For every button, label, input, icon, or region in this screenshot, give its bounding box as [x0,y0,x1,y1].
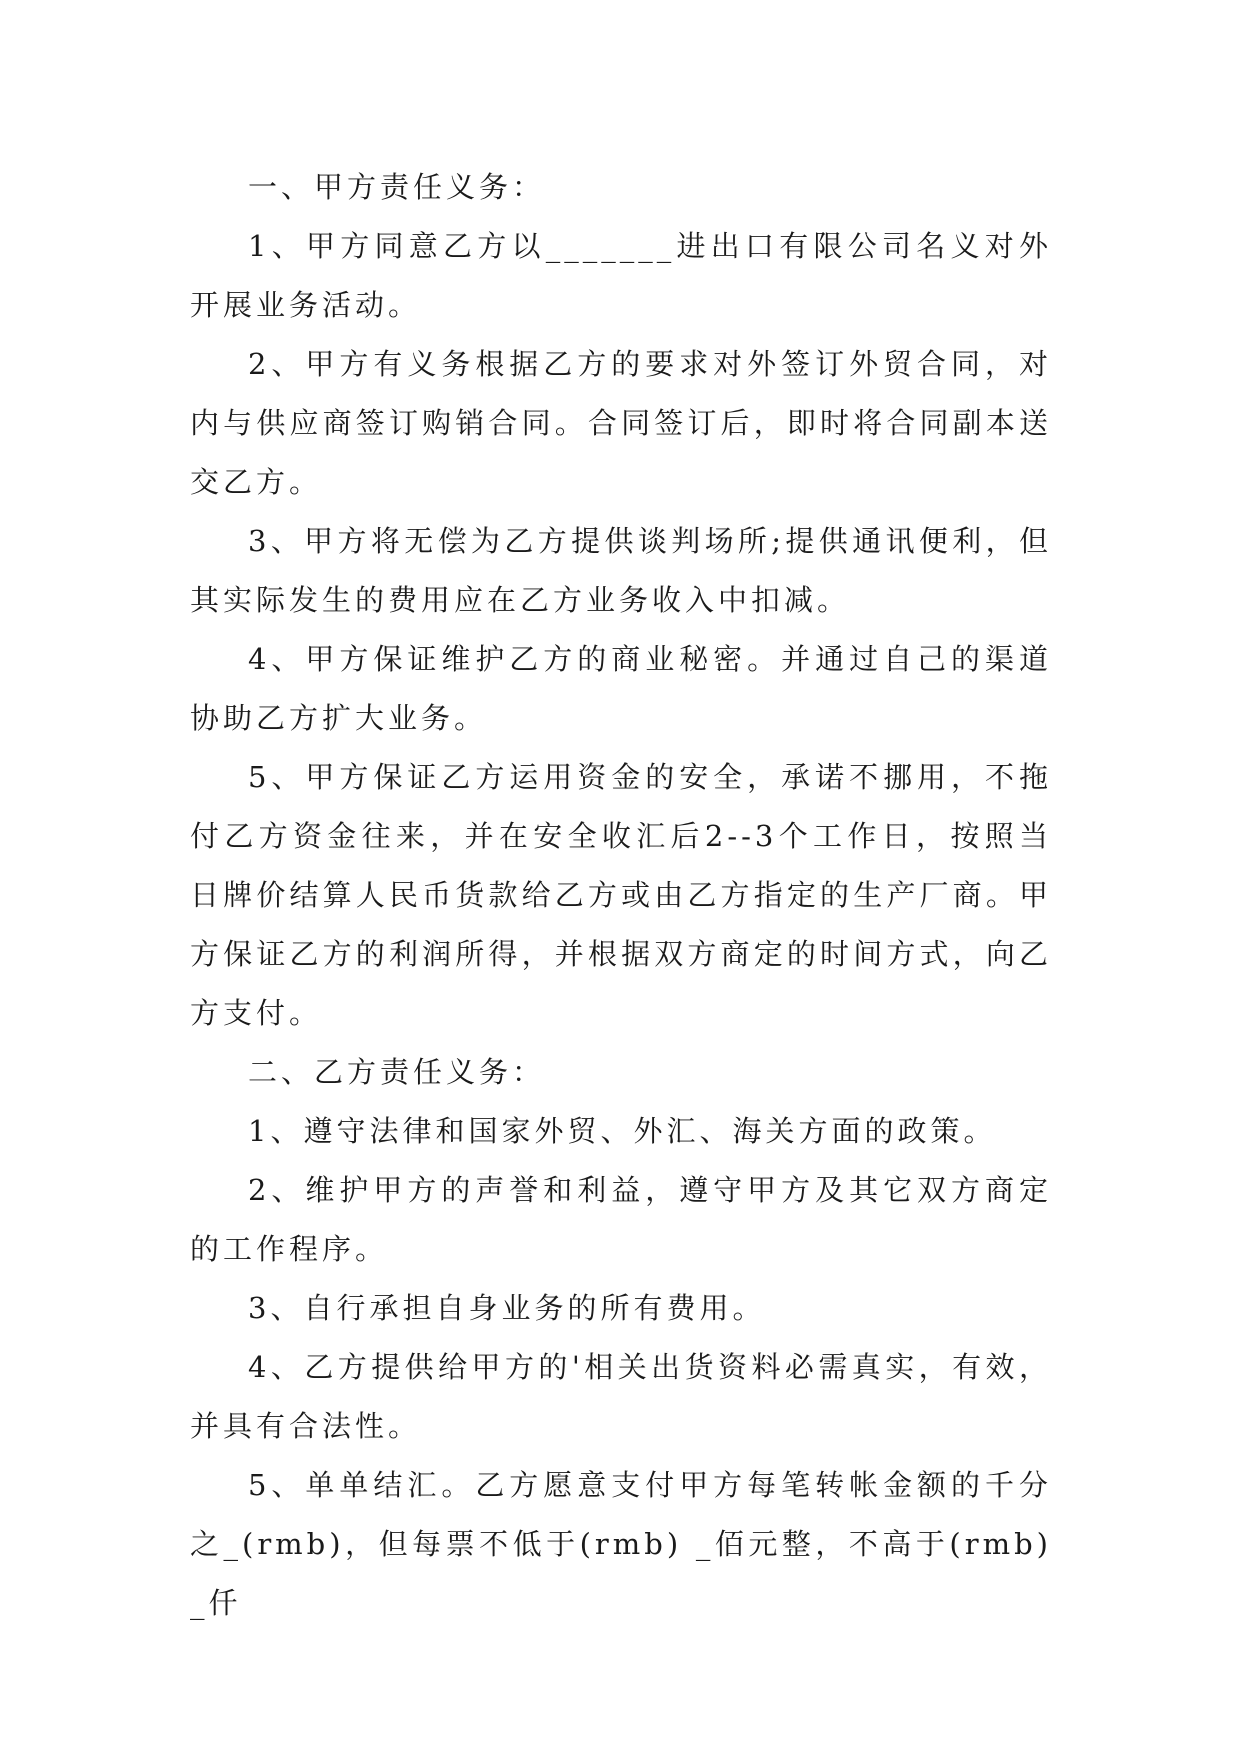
section-heading-party-b: 二、乙方责任义务： [248,1055,546,1089]
paragraph-a1: 1、甲方同意乙方以_______进出口有限公司名义对外开展业务活动。 [190,229,1052,322]
paragraph-a3: 3、甲方将无偿为乙方提供谈判场所;提供通讯便利，但其实际发生的费用应在乙方业务收入中扣减。 [190,524,1052,617]
paragraph-b3: 3、自行承担自身业务的所有费用。 [248,1291,766,1325]
paragraph-a4: 4、甲方保证维护乙方的商业秘密。并通过自己的渠道协助乙方扩大业务。 [190,642,1052,735]
paragraph-b5: 5、单单结汇。乙方愿意支付甲方每笔转帐金额的千分之_(rmb)，但每票不低于(rmb) _佰元整，不高于(rmb) _仟 [190,1468,1052,1620]
paragraph-b2: 2、维护甲方的声誉和利益，遵守甲方及其它双方商定的工作程序。 [190,1173,1052,1266]
paragraph-b1: 1、遵守法律和国家外贸、外汇、海关方面的政策。 [248,1114,997,1148]
document-body [190,158,1052,1633]
section-heading-party-a: 一、甲方责任义务： [248,170,546,204]
paragraph-b4: 4、乙方提供给甲方的'相关出货资料必需真实，有效，并具有合法性。 [190,1350,1052,1443]
paragraph-a2: 2、甲方有义务根据乙方的要求对外签订外贸合同，对内与供应商签订购销合同。合同签订后，即时将合同副本送交乙方。 [190,347,1052,499]
paragraph-a5: 5、甲方保证乙方运用资金的安全，承诺不挪用，不拖付乙方资金往来，并在安全收汇后2--3个工作日，按照当日牌价结算人民币货款给乙方或由乙方指定的生产厂商。甲方保证乙方的利润所得，并根据双方商定的时间方式，向乙方支付。 [190,760,1052,1030]
